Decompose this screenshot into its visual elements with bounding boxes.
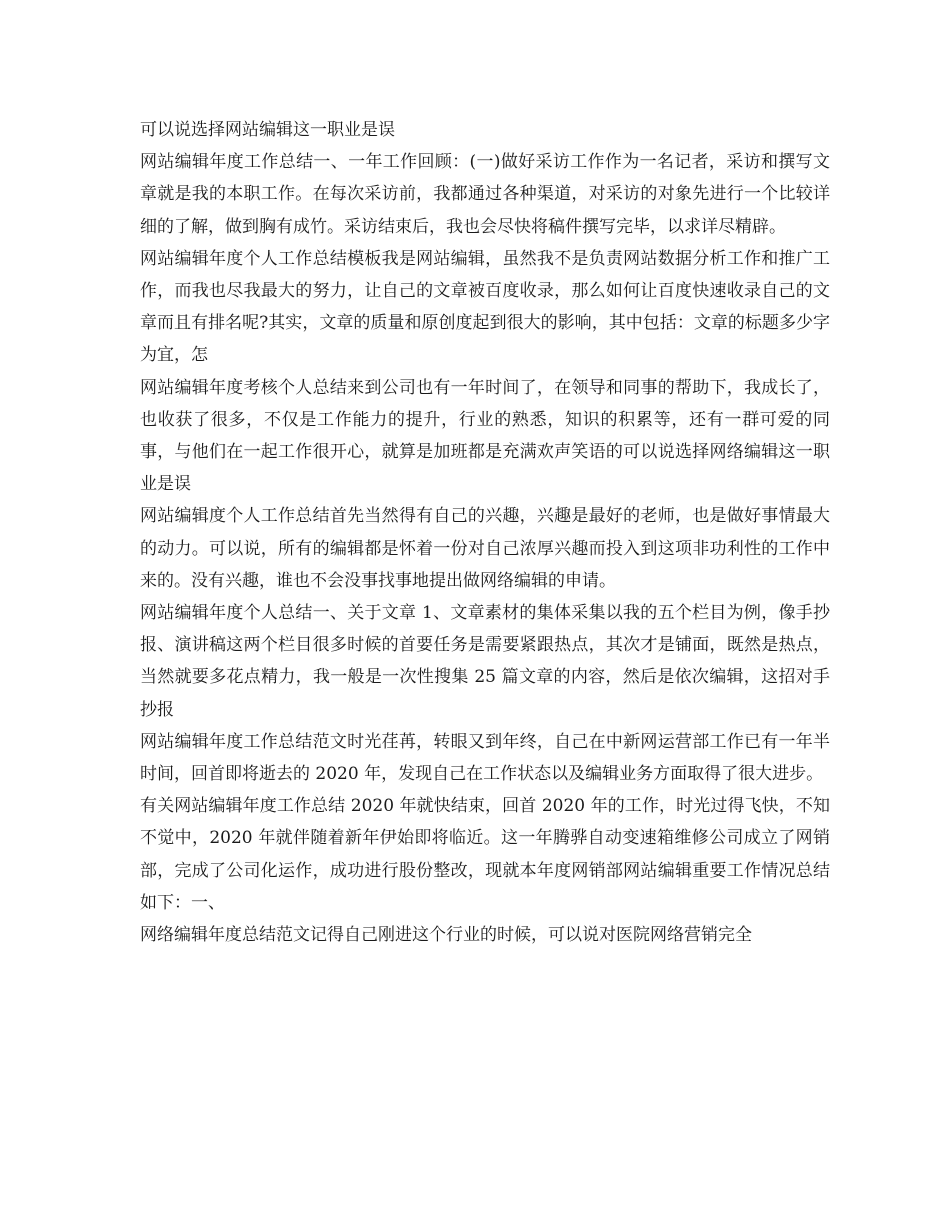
paragraph-6: 网站编辑年度个人总结一、关于文章 1、文章素材的集体采集以我的五个栏目为例，像手抄报、演讲稿这两个栏目很多时候的首要任务是需要紧跟热点，其次才是铺面，既然是热点，当然就要多花点精力，我一般是一次性搜集 25 篇文章的内容，然后是依次编辑，这招对手抄报 — [140, 603, 830, 720]
paragraph-9: 网络编辑年度总结范文记得自己刚进这个行业的时候，可以说对医院网络营销完全 — [140, 925, 752, 946]
paragraph-1: 可以说选择网站编辑这一职业是误 — [140, 120, 395, 140]
document-body — [140, 114, 830, 951]
paragraph-3: 网站编辑年度个人工作总结模板我是网站编辑，虽然我不是负责网站数据分析工作和推广工作，而我也尽我最大的努力，让自己的文章被百度收录，那么如何让百度快速收录自己的文章而且有排名呢?其实，文章的质量和原创度起到很大的影响，其中包括：文章的标题多少字为宜，怎 — [140, 248, 830, 366]
paragraph-5: 网站编辑度个人工作总结首先当然得有自己的兴趣，兴趣是最好的老师，也是做好事情最大的动力。可以说，所有的编辑都是怀着一份对自己浓厚兴趣而投入到这项非功利性的工作中来的。没有兴趣，谁也不会没事找事地提出做网络编辑的申请。 — [140, 506, 830, 591]
paragraph-7: 网站编辑年度工作总结范文时光荏苒，转眼又到年终，自己在中新网运营部工作已有一年半时间，回首即将逝去的 2020 年，发现自己在工作状态以及编辑业务方面取得了很大进步。 — [140, 731, 830, 785]
paragraph-8: 有关网站编辑年度工作总结 2020 年就快结束，回首 2020 年的工作，时光过得飞快，不知不觉中，2020 年就伴随着新年伊始即将临近。这一年腾骅自动变速箱维修公司成立了网销部，完成了公司化运作，成功进行股份整改，现就本年度网销部网站编辑重要工作情况总结如下：一、 — [140, 796, 830, 913]
paragraph-2: 网站编辑年度工作总结一、一年工作回顾：(一)做好采访工作作为一名记者，采访和撰写文章就是我的本职工作。在每次采访前，我都通过各种渠道，对采访的对象先进行一个比较详细的了解，做到胸有成竹。采访结束后，我也会尽快将稿件撰写完毕，以求详尽精辟。 — [140, 152, 830, 237]
paragraph-4: 网站编辑年度考核个人总结来到公司也有一年时间了，在领导和同事的帮助下，我成长了，也收获了很多，不仅是工作能力的提升，行业的熟悉，知识的积累等，还有一群可爱的同事，与他们在一起工作很开心，就算是加班都是充满欢声笑语的可以说选择网络编辑这一职业是误 — [140, 377, 830, 495]
